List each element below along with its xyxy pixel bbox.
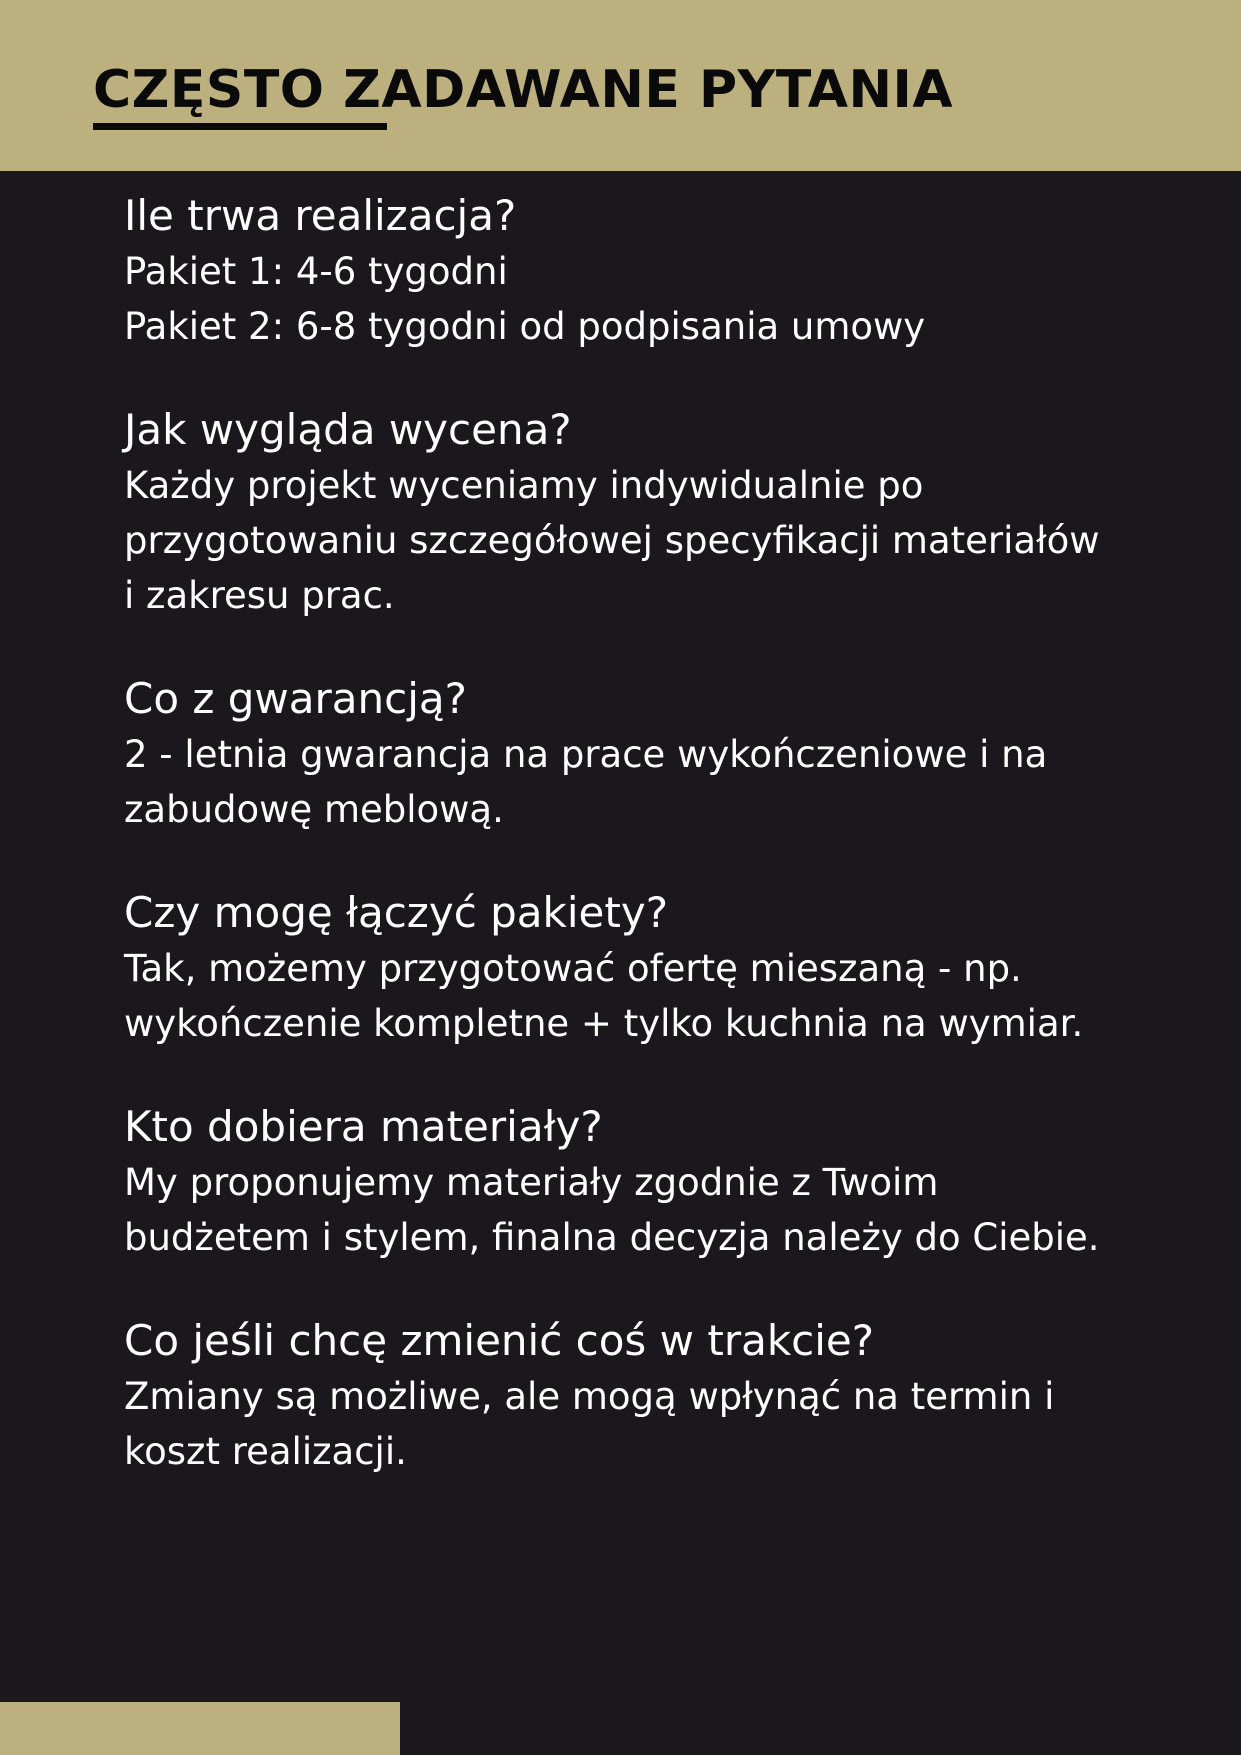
page-title: CZĘSTO ZADAWANE PYTANIA bbox=[93, 60, 954, 120]
faq-answer bbox=[124, 244, 1214, 354]
faq-item-duration bbox=[124, 188, 1214, 354]
faq-list bbox=[124, 188, 1214, 1527]
answer-line: wykończenie kompletne + tylko kuchnia na wymiar. bbox=[124, 1002, 1084, 1045]
answer-line: budżetem i stylem, finalna decyzja należy do Ciebie. bbox=[124, 1216, 1100, 1259]
answer-line: przygotowaniu szczegółowej specyfikacji materiałów bbox=[124, 519, 1100, 562]
faq-question: Jak wygląda wycena? bbox=[124, 405, 572, 454]
faq-answer bbox=[124, 941, 1214, 1051]
faq-answer bbox=[124, 1369, 1214, 1479]
answer-line: Pakiet 1: 4-6 tygodni bbox=[124, 250, 508, 293]
faq-question: Co z gwarancją? bbox=[124, 674, 467, 723]
header-band bbox=[0, 0, 1241, 171]
faq-question: Ile trwa realizacja? bbox=[124, 191, 517, 240]
faq-answer bbox=[124, 1155, 1214, 1265]
answer-line: koszt realizacji. bbox=[124, 1430, 407, 1473]
faq-question: Co jeśli chcę zmienić coś w trakcie? bbox=[124, 1316, 875, 1365]
faq-item-materials bbox=[124, 1099, 1214, 1265]
faq-item-packages bbox=[124, 885, 1214, 1051]
answer-line: i zakresu prac. bbox=[124, 574, 395, 617]
answer-line: 2 - letnia gwarancja na prace wykończeniowe i na bbox=[124, 733, 1048, 776]
faq-question: Kto dobiera materiały? bbox=[124, 1102, 603, 1151]
title-underline bbox=[93, 123, 387, 130]
answer-line: Tak, możemy przygotować ofertę mieszaną - np. bbox=[124, 947, 1022, 990]
footer-accent-block bbox=[0, 1702, 400, 1755]
faq-item-pricing bbox=[124, 402, 1214, 623]
faq-answer bbox=[124, 458, 1214, 623]
answer-line: Pakiet 2: 6-8 tygodni od podpisania umowy bbox=[124, 305, 926, 348]
faq-question: Czy mogę łączyć pakiety? bbox=[124, 888, 668, 937]
answer-line: Zmiany są możliwe, ale mogą wpłynąć na termin i bbox=[124, 1375, 1055, 1418]
answer-line: Każdy projekt wyceniamy indywidualnie po bbox=[124, 464, 924, 507]
answer-line: My proponujemy materiały zgodnie z Twoim bbox=[124, 1161, 939, 1204]
faq-item-changes bbox=[124, 1313, 1214, 1479]
answer-line: zabudowę meblową. bbox=[124, 788, 504, 831]
faq-answer bbox=[124, 727, 1214, 837]
faq-item-warranty bbox=[124, 671, 1214, 837]
